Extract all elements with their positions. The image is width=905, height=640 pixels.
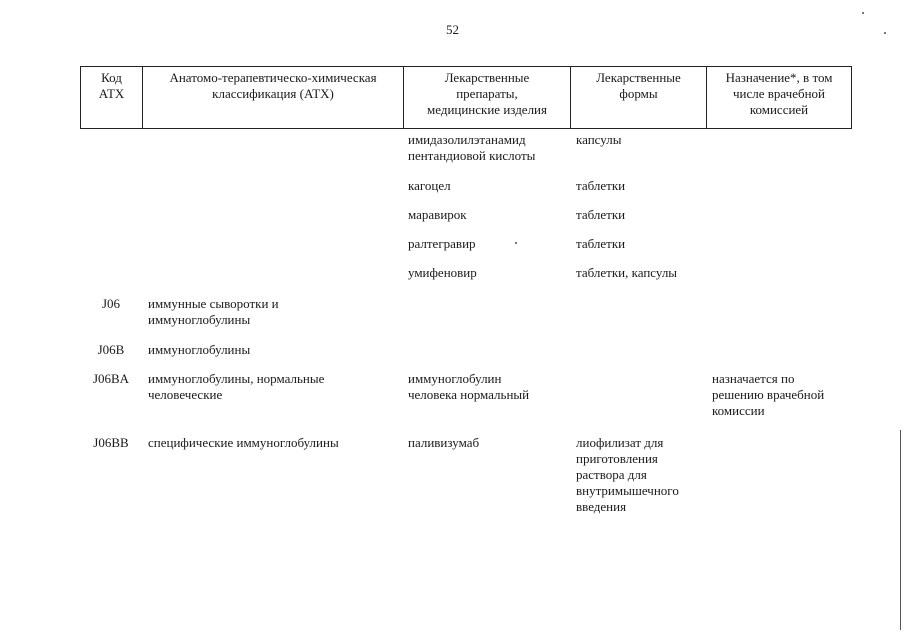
row-code: J06B bbox=[97, 342, 125, 357]
row-classification: иммунные сыворотки и иммуноглобулины bbox=[148, 296, 279, 327]
row-code: J06BA bbox=[92, 371, 130, 386]
row-drug: иммуноглобулин человека нормальный bbox=[408, 371, 530, 402]
header-classification: Анатомо-терапевтическо-химическая классификация (АТХ) bbox=[143, 67, 404, 128]
row-form: таблетки bbox=[576, 207, 626, 222]
row-code: J06 bbox=[101, 296, 121, 311]
row-form: лиофилизат для приготовления раствора для внутримышечного введения bbox=[576, 435, 679, 514]
header-forms: Лекарственные формы bbox=[571, 67, 707, 128]
scan-speck bbox=[884, 32, 886, 34]
row-form: таблетки bbox=[576, 178, 626, 193]
row-classification: иммуноглобулины bbox=[148, 342, 251, 357]
row-classification: иммуноглобулины, нормальные человеческие bbox=[148, 371, 325, 402]
row-code: J06BB bbox=[93, 435, 129, 450]
row-drug: умифеновир bbox=[408, 265, 477, 280]
scan-edge-line bbox=[900, 430, 901, 630]
row-form: таблетки bbox=[576, 236, 626, 251]
row-drug: паливизумаб bbox=[408, 435, 480, 450]
scan-speck bbox=[862, 12, 864, 14]
scan-speck bbox=[515, 242, 517, 244]
row-drug: имидазолилэтанамид пентандиовой кислоты bbox=[408, 132, 536, 163]
header-purpose: Назначение*, в том числе врачебной комиссией bbox=[725, 70, 833, 117]
row-drug: кагоцел bbox=[408, 178, 451, 193]
row-drug: маравирок bbox=[408, 207, 467, 222]
row-drug: ралтегравир bbox=[408, 236, 476, 251]
header-drugs: Лекарственные препараты, медицинские изделия bbox=[404, 67, 571, 128]
page-number: 52 bbox=[446, 22, 459, 37]
row-classification: специфические иммуноглобулины bbox=[148, 435, 339, 450]
row-form: капсулы bbox=[576, 132, 622, 147]
table-header bbox=[80, 66, 852, 129]
header-code: Код АТХ bbox=[81, 67, 143, 128]
row-note: назначается по решению врачебной комиссии bbox=[712, 371, 825, 418]
row-form: таблетки, капсулы bbox=[576, 265, 678, 280]
